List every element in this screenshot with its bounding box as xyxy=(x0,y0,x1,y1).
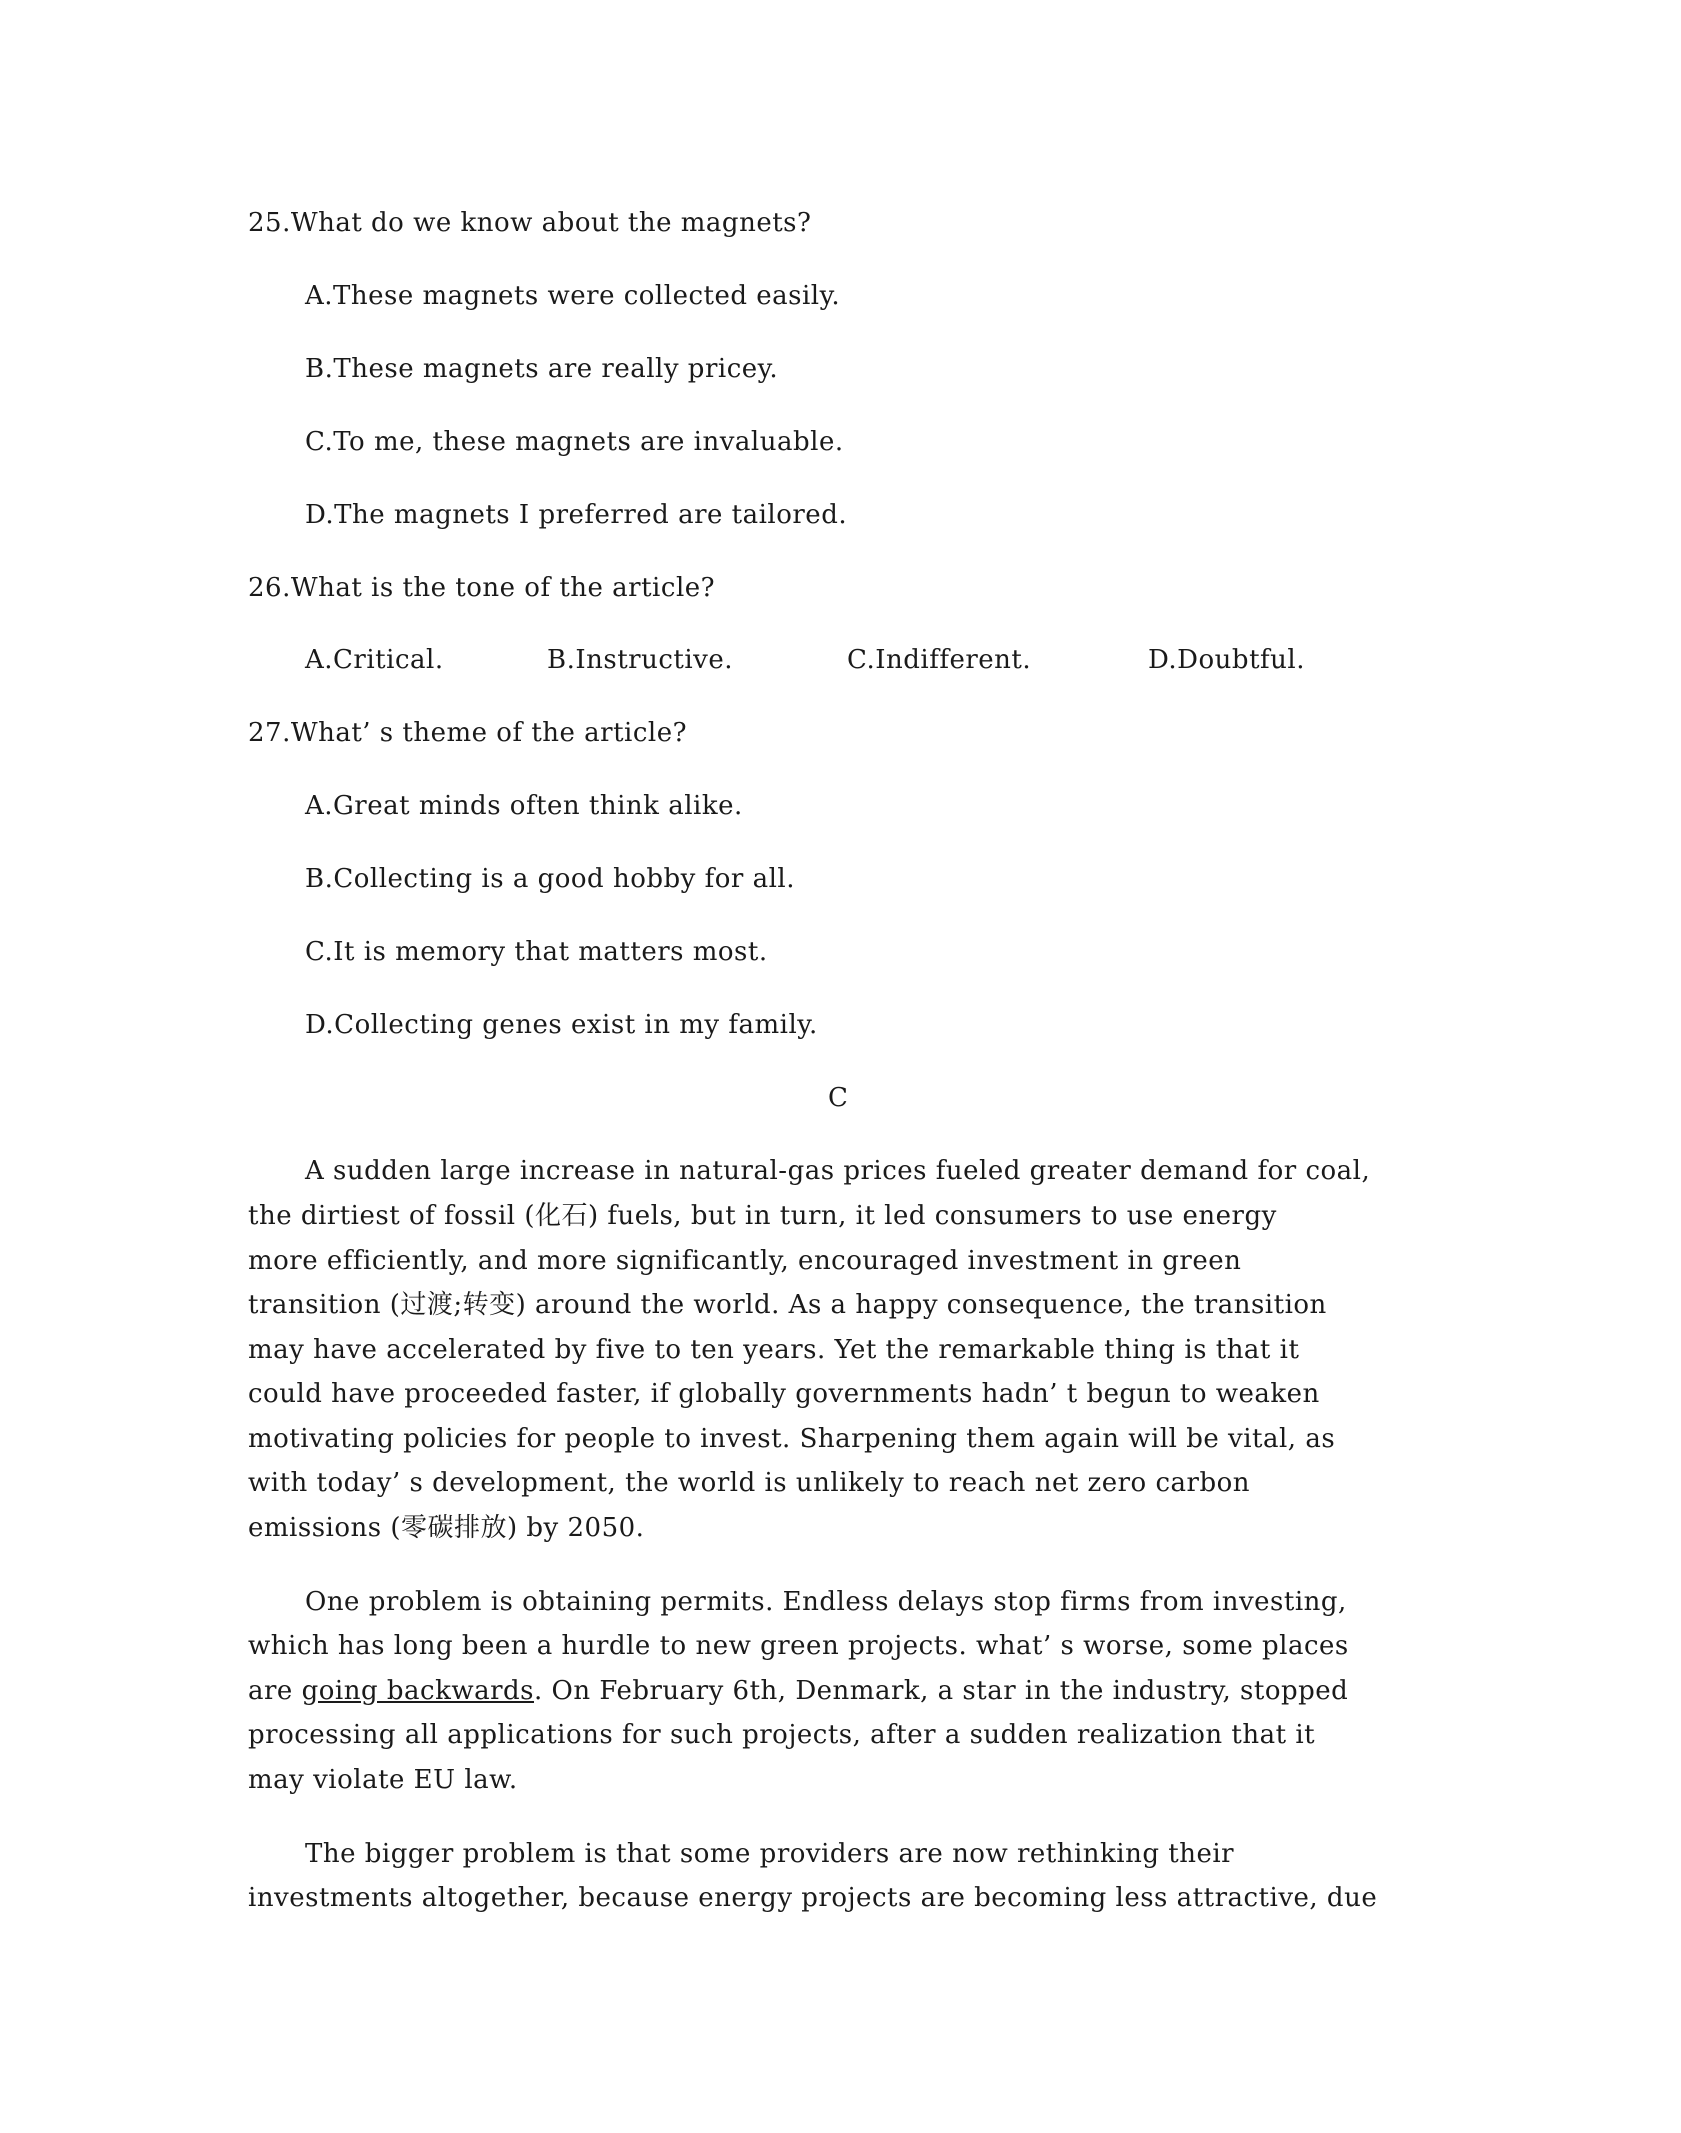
passage-p1-line: the dirtiest of fossil (化石) fuels, but in turn, it led consumers to use energy xyxy=(248,1201,1277,1231)
question-25-stem: 25.What do we know about the magnets? xyxy=(248,208,812,238)
passage-p1-line: with today’ s development, the world is unlikely to reach net zero carbon xyxy=(248,1468,1251,1498)
passage-p2-line xyxy=(248,1675,1348,1707)
passage-p2-line: processing all applications for such projects, after a sudden realization that it xyxy=(248,1720,1316,1750)
question-25-option-a: A.These magnets were collected easily. xyxy=(305,281,841,311)
passage-p2-line: may violate EU law. xyxy=(248,1765,518,1795)
passage-p1-line: could have proceeded faster, if globally governments hadn’ t begun to weaken xyxy=(248,1379,1320,1409)
passage-p3-line: The bigger problem is that some providers are now rethinking their xyxy=(305,1839,1235,1869)
passage-p1-line: may have accelerated by five to ten years. Yet the remarkable thing is that it xyxy=(248,1335,1300,1365)
underlined-phrase: going backwards xyxy=(301,1676,534,1706)
question-25-option-b: B.These magnets are really pricey. xyxy=(305,354,779,384)
passage-p1-line: motivating policies for people to invest. Sharpening them again will be vital, as xyxy=(248,1424,1336,1454)
passage-p3-line: investments altogether, because energy projects are becoming less attractive, due xyxy=(248,1883,1378,1913)
question-27-option-a: A.Great minds often think alike. xyxy=(305,791,743,821)
section-heading: C xyxy=(828,1083,848,1113)
passage-p1-line: transition (过渡;转变) around the world. As a happy consequence, the transition xyxy=(248,1290,1327,1320)
passage-p2-line: One problem is obtaining permits. Endless delays stop firms from investing, xyxy=(305,1587,1347,1617)
question-27-stem: 27.What’ s theme of the article? xyxy=(248,718,688,748)
question-27-option-c: C.It is memory that matters most. xyxy=(305,937,768,967)
question-27-option-b: B.Collecting is a good hobby for all. xyxy=(305,864,795,894)
passage-p2-line: which has long been a hurdle to new green projects. what’ s worse, some places xyxy=(248,1631,1349,1661)
passage-p1-line: emissions (零碳排放) by 2050. xyxy=(248,1513,645,1543)
question-26-option-d: D.Doubtful. xyxy=(1148,645,1305,675)
question-26-option-a: A.Critical. xyxy=(305,645,444,675)
passage-p1-line: more efficiently, and more significantly, encouraged investment in green xyxy=(248,1246,1242,1276)
question-26-option-c: C.Indifferent. xyxy=(847,645,1032,675)
question-25-option-d: D.The magnets I preferred are tailored. xyxy=(305,500,848,530)
question-25-option-c: C.To me, these magnets are invaluable. xyxy=(305,427,844,457)
question-26-stem: 26.What is the tone of the article? xyxy=(248,573,716,603)
question-26-option-b: B.Instructive. xyxy=(547,645,734,675)
passage-p2-line3-post: . On February 6th, Denmark, a star in the industry, stopped xyxy=(534,1676,1349,1706)
passage-p1-line: A sudden large increase in natural-gas prices fueled greater demand for coal, xyxy=(305,1156,1371,1186)
question-27-option-d: D.Collecting genes exist in my family. xyxy=(305,1010,818,1040)
passage-p2-line3-pre: are xyxy=(248,1676,302,1706)
